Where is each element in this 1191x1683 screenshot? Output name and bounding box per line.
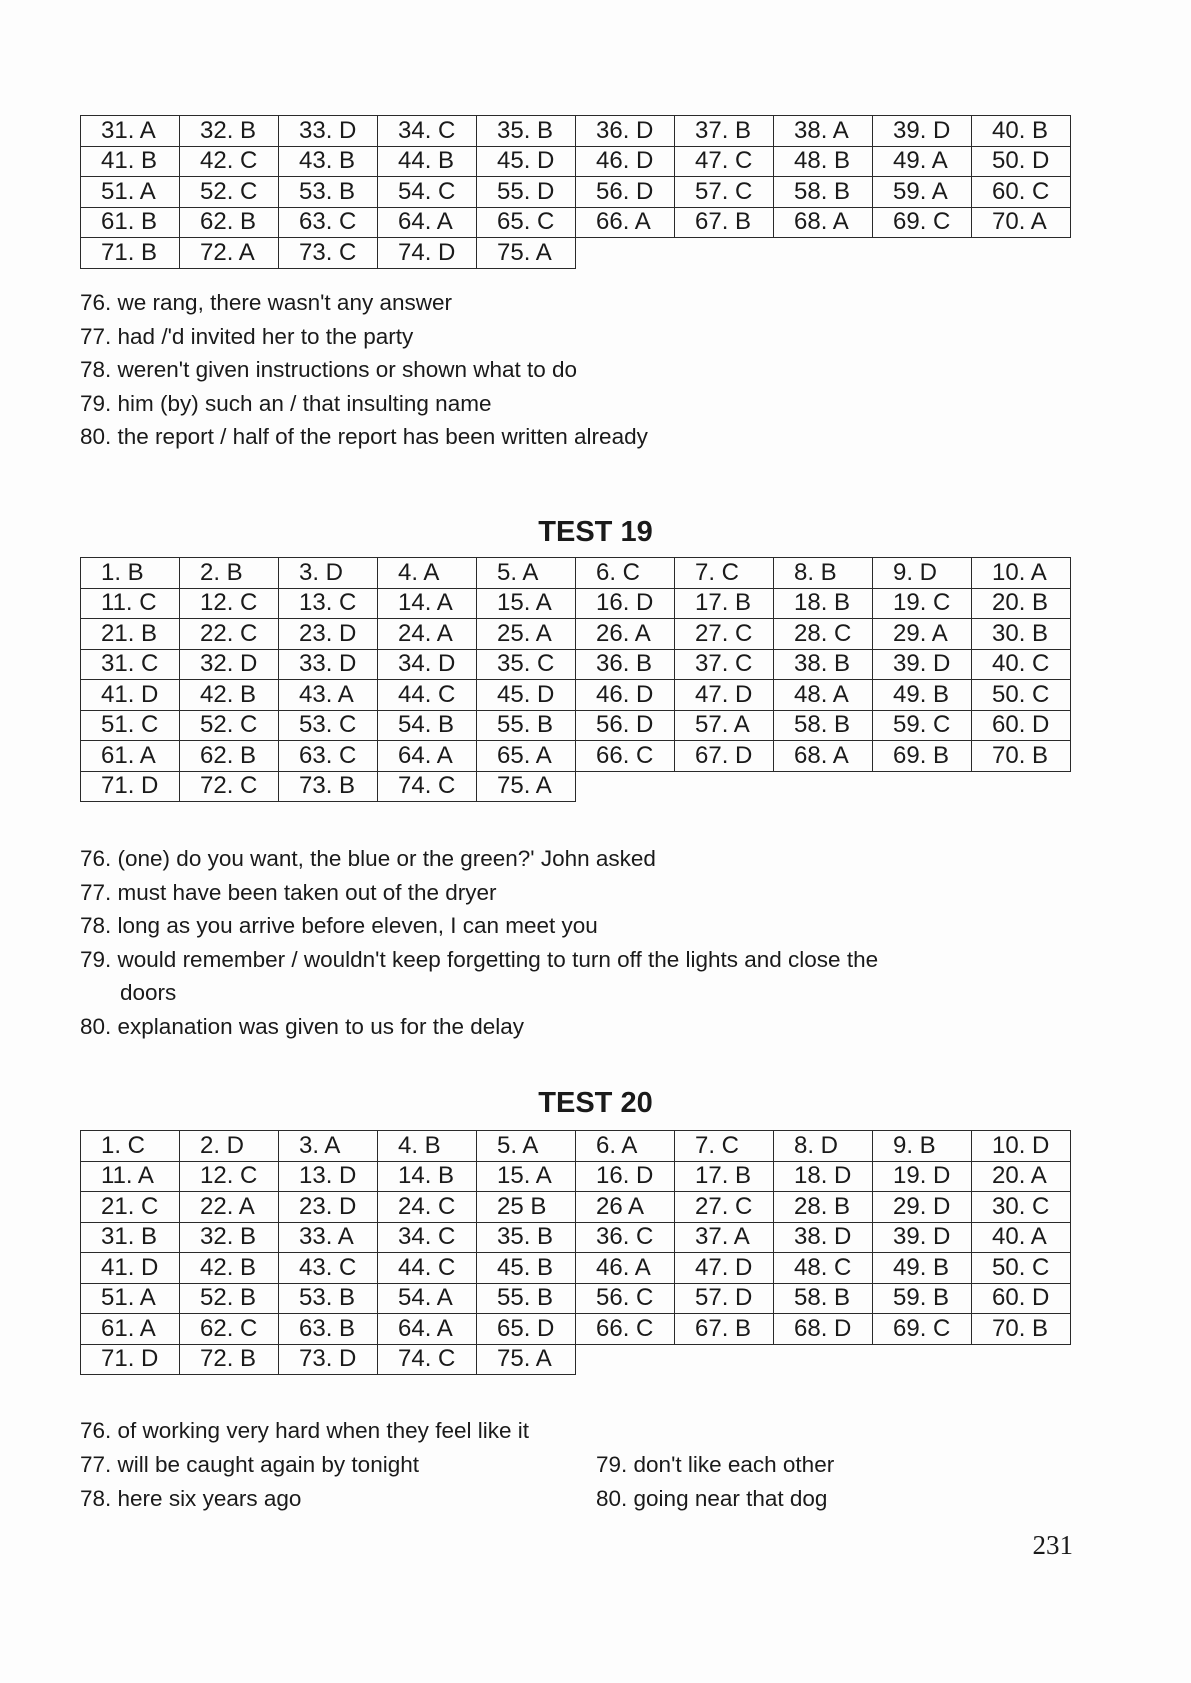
answer-cell: 53. B <box>279 177 378 208</box>
answer-row <box>81 177 1071 208</box>
answer-cell: 41. B <box>81 146 180 177</box>
empty-cell <box>873 238 972 269</box>
answer-cell: 67. B <box>675 1314 774 1345</box>
answer-cell: 48. A <box>774 680 873 711</box>
answer-line-79-text: 79. would remember / wouldn't keep forgetting to turn off the lights and close the <box>80 946 879 972</box>
answer-cell: 11. A <box>81 1161 180 1192</box>
answer-cell: 40. B <box>972 116 1071 147</box>
answer-row <box>81 1222 1071 1253</box>
answer-line-79 <box>80 943 878 1010</box>
answer-cell: 30. B <box>972 619 1071 650</box>
answer-cell: 51. A <box>81 1283 180 1314</box>
answer-cell: 18. D <box>774 1161 873 1192</box>
answer-cell: 48. C <box>774 1253 873 1284</box>
answer-cell: 43. A <box>279 680 378 711</box>
answer-cell: 42. B <box>180 680 279 711</box>
answer-cell: 73. C <box>279 238 378 269</box>
empty-cell <box>972 771 1071 802</box>
answer-cell: 38. D <box>774 1222 873 1253</box>
answer-cell: 10. A <box>972 558 1071 589</box>
answer-cell: 25. A <box>477 619 576 650</box>
answer-cell: 17. B <box>675 1161 774 1192</box>
answer-cell: 59. B <box>873 1283 972 1314</box>
answer-cell: 75. A <box>477 238 576 269</box>
answer-line-79: 79. don't like each other <box>596 1452 835 1477</box>
answer-cell: 38. B <box>774 649 873 680</box>
answer-cell: 69. C <box>873 1314 972 1345</box>
answer-line-78: 78. here six years ago <box>80 1486 302 1511</box>
answer-cell: 54. A <box>378 1283 477 1314</box>
answer-cell: 19. C <box>873 588 972 619</box>
answer-cell: 72. C <box>180 771 279 802</box>
answer-cell: 32. B <box>180 116 279 147</box>
answer-cell: 74. D <box>378 238 477 269</box>
answer-cell: 23. D <box>279 619 378 650</box>
answer-cell: 50. C <box>972 1253 1071 1284</box>
answer-cell: 56. D <box>576 710 675 741</box>
answer-row <box>81 558 1071 589</box>
answer-cell: 43. B <box>279 146 378 177</box>
answer-cell: 4. A <box>378 558 477 589</box>
empty-cell <box>576 1344 675 1375</box>
answer-cell: 30. C <box>972 1192 1071 1223</box>
answer-cell: 27. C <box>675 1192 774 1223</box>
answer-cell: 15. A <box>477 588 576 619</box>
answer-cell: 69. B <box>873 741 972 772</box>
answer-cell: 4. B <box>378 1131 477 1162</box>
empty-cell <box>576 238 675 269</box>
answer-cell: 58. B <box>774 710 873 741</box>
answer-cell: 42. C <box>180 146 279 177</box>
answer-cell: 51. A <box>81 177 180 208</box>
answer-cell: 49. B <box>873 680 972 711</box>
answer-cell: 65. A <box>477 741 576 772</box>
answer-cell: 65. C <box>477 207 576 238</box>
answer-cell: 14. A <box>378 588 477 619</box>
answer-cell: 46. D <box>576 680 675 711</box>
answer-line-79-continuation: doors <box>120 980 177 1005</box>
answer-cell: 63. C <box>279 207 378 238</box>
answer-cell: 22. A <box>180 1192 279 1223</box>
answer-cell: 68. A <box>774 207 873 238</box>
answer-cell: 26. A <box>576 619 675 650</box>
answer-cell: 31. C <box>81 649 180 680</box>
answer-cell: 33. D <box>279 116 378 147</box>
answer-cell: 39. D <box>873 1222 972 1253</box>
answer-cell: 48. B <box>774 146 873 177</box>
answer-row <box>81 238 1071 269</box>
answer-row <box>81 207 1071 238</box>
answer-cell: 72. B <box>180 1344 279 1375</box>
answer-grid-previous-test <box>80 115 1071 269</box>
answer-cell: 24. C <box>378 1192 477 1223</box>
answer-cell: 31. B <box>81 1222 180 1253</box>
answer-cell: 52. C <box>180 710 279 741</box>
answer-cell: 56. D <box>576 177 675 208</box>
answer-cell: 17. B <box>675 588 774 619</box>
answer-cell: 69. C <box>873 207 972 238</box>
answer-cell: 15. A <box>477 1161 576 1192</box>
answer-cell: 63. B <box>279 1314 378 1345</box>
answer-cell: 62. C <box>180 1314 279 1345</box>
answer-cell: 64. A <box>378 207 477 238</box>
answer-row <box>81 771 1071 802</box>
answer-cell: 74. C <box>378 1344 477 1375</box>
answer-row <box>81 588 1071 619</box>
answer-cell: 22. C <box>180 619 279 650</box>
answer-cell: 54. B <box>378 710 477 741</box>
answer-cell: 9. D <box>873 558 972 589</box>
answer-cell: 35. C <box>477 649 576 680</box>
answer-cell: 45. D <box>477 146 576 177</box>
answer-cell: 65. D <box>477 1314 576 1345</box>
empty-cell <box>675 771 774 802</box>
answer-cell: 57. D <box>675 1283 774 1314</box>
answer-cell: 55. B <box>477 710 576 741</box>
answer-row <box>81 1344 1071 1375</box>
answer-line-78: 78. long as you arrive before eleven, I can meet you <box>80 913 598 938</box>
answer-cell: 45. D <box>477 680 576 711</box>
answer-cell: 52. B <box>180 1283 279 1314</box>
answer-cell: 41. D <box>81 1253 180 1284</box>
answer-cell: 38. A <box>774 116 873 147</box>
answer-line-77: 77. had /'d invited her to the party <box>80 323 414 349</box>
answer-cell: 11. C <box>81 588 180 619</box>
answer-row <box>81 680 1071 711</box>
answer-cell: 28. C <box>774 619 873 650</box>
answer-cell: 37. A <box>675 1222 774 1253</box>
answer-cell: 58. B <box>774 1283 873 1314</box>
answer-cell: 13. D <box>279 1161 378 1192</box>
answer-cell: 36. C <box>576 1222 675 1253</box>
answer-cell: 47. D <box>675 1253 774 1284</box>
answer-cell: 20. A <box>972 1161 1071 1192</box>
empty-cell <box>873 771 972 802</box>
answer-cell: 63. C <box>279 741 378 772</box>
answer-cell: 33. D <box>279 649 378 680</box>
answer-row <box>81 1192 1071 1223</box>
answer-cell: 10. D <box>972 1131 1071 1162</box>
answer-cell: 6. C <box>576 558 675 589</box>
answer-cell: 60. C <box>972 177 1071 208</box>
answer-cell: 60. D <box>972 1283 1071 1314</box>
answer-cell: 27. C <box>675 619 774 650</box>
answer-cell: 44. B <box>378 146 477 177</box>
answer-cell: 71. B <box>81 238 180 269</box>
answer-cell: 19. D <box>873 1161 972 1192</box>
answer-cell: 20. B <box>972 588 1071 619</box>
answer-cell: 3. D <box>279 558 378 589</box>
answer-cell: 57. C <box>675 177 774 208</box>
answer-cell: 5. A <box>477 1131 576 1162</box>
answer-cell: 64. A <box>378 741 477 772</box>
answer-cell: 26 A <box>576 1192 675 1223</box>
empty-cell <box>774 1344 873 1375</box>
answer-cell: 53. B <box>279 1283 378 1314</box>
answer-grid-test-20 <box>80 1130 1071 1375</box>
answer-grid-test-19 <box>80 557 1071 802</box>
answer-cell: 56. C <box>576 1283 675 1314</box>
answer-cell: 39. D <box>873 116 972 147</box>
answer-cell: 75. A <box>477 1344 576 1375</box>
test-20-heading: TEST 20 <box>538 1087 653 1119</box>
answer-cell: 75. A <box>477 771 576 802</box>
answer-cell: 61. B <box>81 207 180 238</box>
answer-cell: 1. B <box>81 558 180 589</box>
answer-cell: 40. C <box>972 649 1071 680</box>
answer-line-80: 80. going near that dog <box>596 1486 828 1511</box>
page-number: 231 <box>1032 1530 1073 1560</box>
answer-cell: 7. C <box>675 558 774 589</box>
empty-cell <box>774 771 873 802</box>
answer-cell: 9. B <box>873 1131 972 1162</box>
answer-line-77: 77. must have been taken out of the dryer <box>80 879 497 905</box>
answer-cell: 53. C <box>279 710 378 741</box>
answer-cell: 39. D <box>873 649 972 680</box>
answer-cell: 50. D <box>972 146 1071 177</box>
answer-cell: 49. A <box>873 146 972 177</box>
answer-cell: 73. D <box>279 1344 378 1375</box>
answer-cell: 57. A <box>675 710 774 741</box>
answer-cell: 74. C <box>378 771 477 802</box>
answer-cell: 49. B <box>873 1253 972 1284</box>
answer-cell: 41. D <box>81 680 180 711</box>
answer-cell: 44. C <box>378 680 477 711</box>
answer-cell: 36. D <box>576 116 675 147</box>
answer-cell: 40. A <box>972 1222 1071 1253</box>
answer-cell: 8. B <box>774 558 873 589</box>
answer-cell: 70. B <box>972 1314 1071 1345</box>
answer-cell: 46. D <box>576 146 675 177</box>
answer-cell: 62. B <box>180 741 279 772</box>
answer-lines-previous-test <box>80 286 648 454</box>
answer-cell: 68. A <box>774 741 873 772</box>
empty-cell <box>576 771 675 802</box>
answer-cell: 12. C <box>180 588 279 619</box>
answer-cell: 28. B <box>774 1192 873 1223</box>
answer-row <box>81 1131 1071 1162</box>
answer-cell: 29. A <box>873 619 972 650</box>
answer-cell: 73. B <box>279 771 378 802</box>
answer-cell: 68. D <box>774 1314 873 1345</box>
answer-cell: 35. B <box>477 1222 576 1253</box>
answer-cell: 14. B <box>378 1161 477 1192</box>
answer-cell: 37. C <box>675 649 774 680</box>
answer-cell: 55. D <box>477 177 576 208</box>
answer-cell: 21. C <box>81 1192 180 1223</box>
answer-line-76: 76. of working very hard when they feel like it <box>80 1418 529 1443</box>
answer-cell: 58. B <box>774 177 873 208</box>
answer-cell: 6. A <box>576 1131 675 1162</box>
answer-cell: 31. A <box>81 116 180 147</box>
answer-cell: 32. D <box>180 649 279 680</box>
answer-cell: 59. A <box>873 177 972 208</box>
answer-cell: 52. C <box>180 177 279 208</box>
answer-cell: 21. B <box>81 619 180 650</box>
answer-cell: 71. D <box>81 1344 180 1375</box>
answer-cell: 12. C <box>180 1161 279 1192</box>
answer-cell: 50. C <box>972 680 1071 711</box>
answer-cell: 61. A <box>81 741 180 772</box>
answer-cell: 42. B <box>180 1253 279 1284</box>
empty-cell <box>873 1344 972 1375</box>
answer-line-80: 80. explanation was given to us for the delay <box>80 1013 525 1039</box>
answer-cell: 13. C <box>279 588 378 619</box>
answer-cell: 43. C <box>279 1253 378 1284</box>
answer-cell: 34. D <box>378 649 477 680</box>
answer-cell: 70. B <box>972 741 1071 772</box>
answer-line-79: 79. him (by) such an / that insulting name <box>80 390 492 416</box>
answer-cell: 37. B <box>675 116 774 147</box>
answer-cell: 47. D <box>675 680 774 711</box>
answer-row <box>81 649 1071 680</box>
answer-line-76: 76. we rang, there wasn't any answer <box>80 290 452 315</box>
answer-cell: 55. B <box>477 1283 576 1314</box>
answer-cell: 16. D <box>576 1161 675 1192</box>
answer-cell: 29. D <box>873 1192 972 1223</box>
answer-line-78: 78. weren't given instructions or shown what to do <box>80 357 578 382</box>
answer-lines-test-19 <box>80 842 878 1043</box>
answer-cell: 34. C <box>378 1222 477 1253</box>
answer-cell: 66. C <box>576 1314 675 1345</box>
empty-cell <box>972 1344 1071 1375</box>
answer-cell: 25 B <box>477 1192 576 1223</box>
answer-row <box>81 1253 1071 1284</box>
answer-cell: 47. C <box>675 146 774 177</box>
answer-cell: 2. B <box>180 558 279 589</box>
answer-cell: 66. C <box>576 741 675 772</box>
answer-cell: 3. A <box>279 1131 378 1162</box>
answer-cell: 66. A <box>576 207 675 238</box>
answer-cell: 16. D <box>576 588 675 619</box>
test-19-heading: TEST 19 <box>538 516 653 548</box>
answer-row <box>81 741 1071 772</box>
answer-row <box>81 1314 1071 1345</box>
answer-cell: 54. C <box>378 177 477 208</box>
answer-cell: 67. D <box>675 741 774 772</box>
answer-cell: 1. C <box>81 1131 180 1162</box>
answer-cell: 67. B <box>675 207 774 238</box>
answer-cell: 23. D <box>279 1192 378 1223</box>
answer-row <box>81 116 1071 147</box>
answer-cell: 59. C <box>873 710 972 741</box>
answer-cell: 71. D <box>81 771 180 802</box>
empty-cell <box>675 1344 774 1375</box>
answer-cell: 2. D <box>180 1131 279 1162</box>
answer-row <box>81 619 1071 650</box>
answer-line-80: 80. the report / half of the report has been written already <box>80 424 648 449</box>
answer-cell: 70. A <box>972 207 1071 238</box>
answer-cell: 64. A <box>378 1314 477 1345</box>
answer-cell: 33. A <box>279 1222 378 1253</box>
answer-cell: 45. B <box>477 1253 576 1284</box>
answer-cell: 8. D <box>774 1131 873 1162</box>
empty-cell <box>675 238 774 269</box>
answer-cell: 51. C <box>81 710 180 741</box>
answer-cell: 36. B <box>576 649 675 680</box>
answer-row <box>81 1283 1071 1314</box>
answer-cell: 46. A <box>576 1253 675 1284</box>
answer-line-77: 77. will be caught again by tonight <box>80 1452 419 1477</box>
answer-cell: 35. B <box>477 116 576 147</box>
answer-cell: 62. B <box>180 207 279 238</box>
answer-cell: 60. D <box>972 710 1071 741</box>
answer-cell: 5. A <box>477 558 576 589</box>
answer-cell: 34. C <box>378 116 477 147</box>
answer-cell: 72. A <box>180 238 279 269</box>
answer-cell: 61. A <box>81 1314 180 1345</box>
answer-row <box>81 1161 1071 1192</box>
answer-row <box>81 710 1071 741</box>
answer-row <box>81 146 1071 177</box>
answer-cell: 24. A <box>378 619 477 650</box>
answer-cell: 44. C <box>378 1253 477 1284</box>
answer-cell: 32. B <box>180 1222 279 1253</box>
answer-cell: 18. B <box>774 588 873 619</box>
answer-line-76: 76. (one) do you want, the blue or the green?' John asked <box>80 846 656 871</box>
empty-cell <box>972 238 1071 269</box>
empty-cell <box>774 238 873 269</box>
answer-cell: 7. C <box>675 1131 774 1162</box>
